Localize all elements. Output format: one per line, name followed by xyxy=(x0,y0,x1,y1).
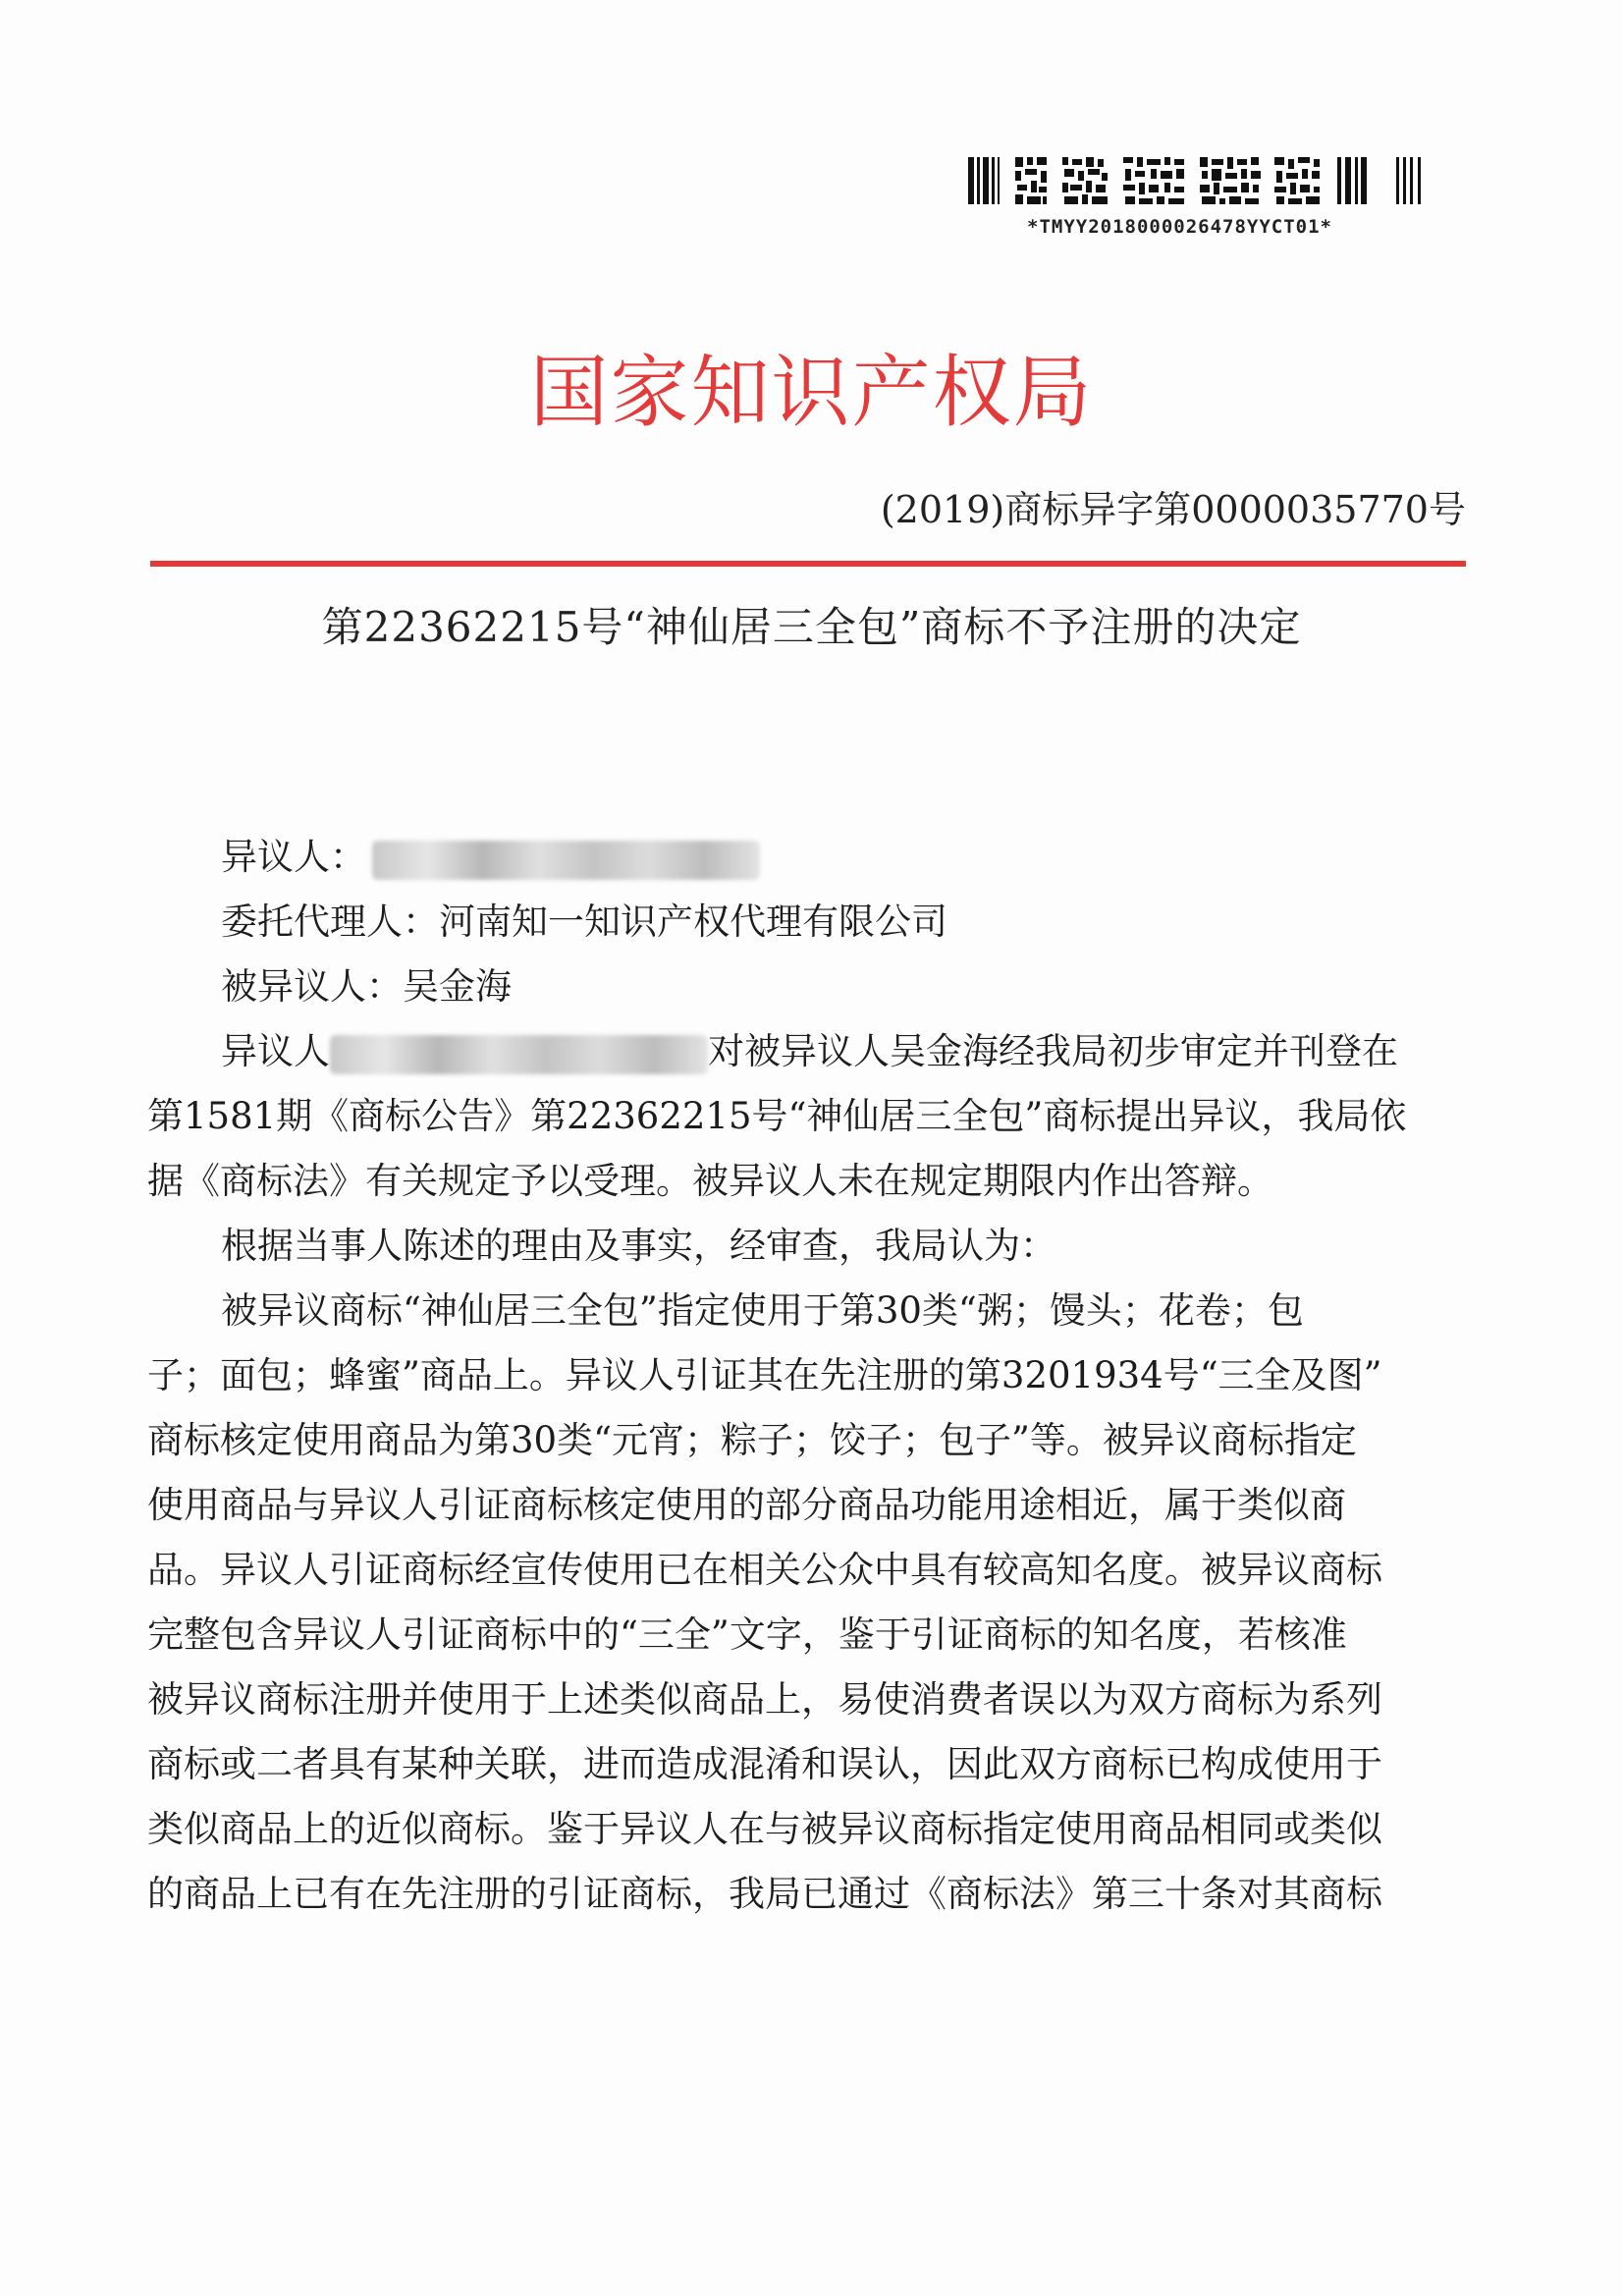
decision-title: 第22362215号“神仙居三全包”商标不予注册的决定 xyxy=(321,603,1302,651)
paragraph-3-line: 使用商品与异议人引证商标核定使用的部分商品功能用途相近，属于类似商 xyxy=(147,1484,1346,1526)
barcode xyxy=(968,157,1428,204)
redacted-opposer-name xyxy=(330,1035,708,1074)
paragraph-3-line: 商标核定使用商品为第30类“元宵；粽子；饺子；包子”等。被异议商标指定 xyxy=(147,1419,1357,1461)
document-number: (2019)商标异字第0000035770号 xyxy=(880,488,1466,531)
paragraph-1-start: 异议人 xyxy=(221,1030,330,1072)
opposed-party-line: 被异议人：吴金海 xyxy=(221,965,512,1008)
opposer-label: 异议人： xyxy=(221,836,366,878)
paragraph-1-line-1 xyxy=(147,1019,1463,1084)
paragraph-1-line-2: 第1581期《商标公告》第22362215号“神仙居三全包”商标提出异议，我局依 xyxy=(147,1095,1407,1137)
paragraph-3-line: 商标或二者具有某种关联，进而造成混淆和误认，因此双方商标已构成使用于 xyxy=(147,1743,1382,1785)
agent-line: 委托代理人：河南知一知识产权代理有限公司 xyxy=(221,901,947,943)
redacted-opposer-name xyxy=(372,841,760,880)
paragraph-3-line: 被异议商标注册并使用于上述类似商品上，易使消费者误以为双方商标为系列 xyxy=(147,1678,1382,1721)
paragraph-3-line: 的商品上已有在先注册的引证商标，我局已通过《商标法》第三十条对其商标 xyxy=(147,1873,1382,1915)
barcode-number: *TMYY2018000026478YYCT01* xyxy=(1027,216,1332,238)
opposer-line xyxy=(147,825,1463,890)
paragraph-2: 根据当事人陈述的理由及事实，经审查，我局认为： xyxy=(221,1225,1056,1267)
organization-title: 国家知识产权局 xyxy=(529,347,1094,438)
document-body xyxy=(147,825,1463,1927)
paragraph-3-line: 类似商品上的近似商标。鉴于异议人在与被异议商标指定使用商品相同或类似 xyxy=(147,1808,1382,1850)
paragraph-1-line-3: 据《商标法》有关规定予以受理。被异议人未在规定期限内作出答辩。 xyxy=(147,1160,1273,1202)
paragraph-3-line: 品。异议人引证商标经宣传使用已在相关公众中具有较高知名度。被异议商标 xyxy=(147,1549,1382,1591)
paragraph-3-line: 完整包含异议人引证商标中的“三全”文字，鉴于引证商标的知名度，若核准 xyxy=(147,1613,1347,1656)
paragraph-3-line: 子；面包；蜂蜜”商品上。异议人引证其在先注册的第3201934号“三全及图” xyxy=(147,1354,1382,1396)
paragraph-3-line: 被异议商标“神仙居三全包”指定使用于第30类“粥；馒头；花卷；包 xyxy=(221,1289,1304,1332)
paragraph-1-rest: 对被异议人吴金海经我局初步审定并刊登在 xyxy=(708,1030,1398,1072)
red-divider xyxy=(150,561,1466,567)
